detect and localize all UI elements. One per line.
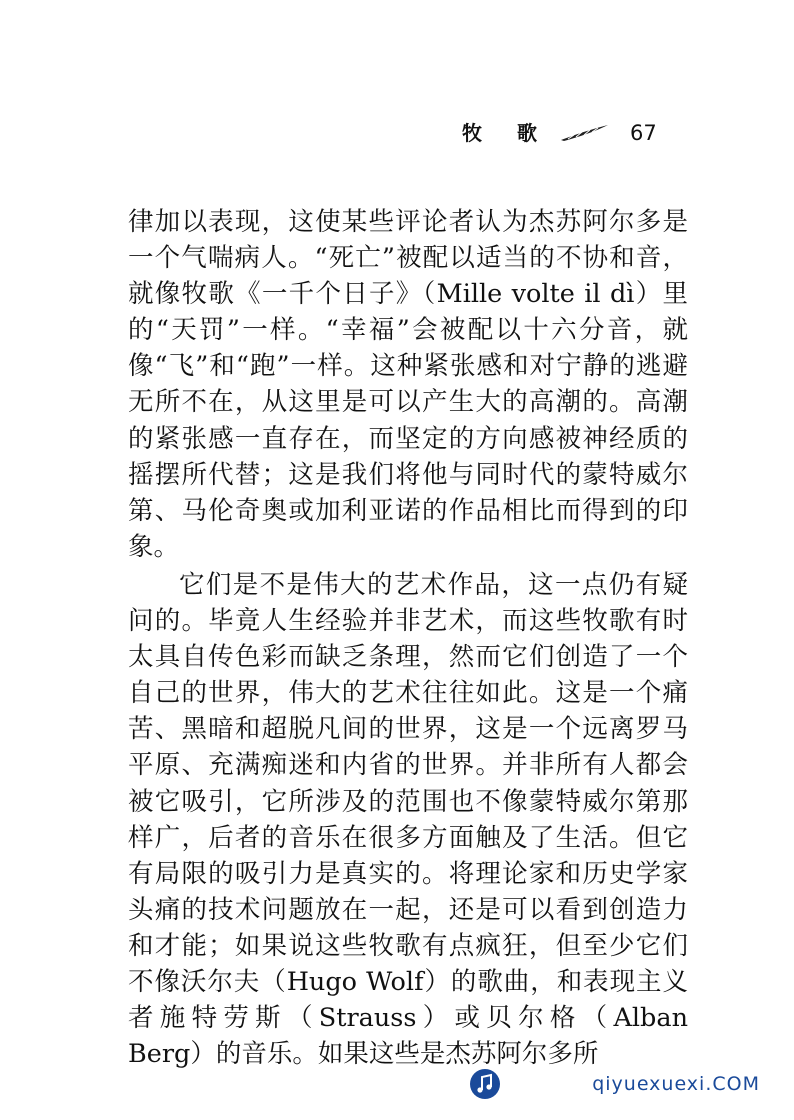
paragraph-continued: 律加以表现，这使某些评论者认为杰苏阿尔多是一个气喘病人。“死亡”被配以适当的不协和音，就像牧歌《一千个日子》（Mille volte il dì）里的“天罚”一样。“幸福”会被配以十六分音，就像“飞”和“跑”一样。这种紧张感和对宁静的逃避无所不在，从这里是可以产生大的高潮的。高潮的紧张感一直存在，而坚定的方向感被神经质的摇摆所代替；这是我们将他与同时代的蒙特威尔第、马伦奇奥或加利亚诺的作品相比而得到的印象。	[128, 207, 688, 562]
paragraph: 它们是不是伟大的艺术作品，这一点仍有疑问的。毕竟人生经验并非艺术，而这些牧歌有时太具自传色彩而缺乏条理，然而它们创造了一个自己的世界，伟大的艺术往往如此。这是一个痛苦、黑暗和超脱凡间的世界，这是一个远离罗马平原、充满痴迷和内省的世界。并非所有人都会被它吸引，它所涉及的范围也不像蒙特威尔第那样广，后者的音乐在很多方面触及了生活。但它有局限的吸引力是真实的。将理论家和历史学家头痛的技术问题放在一起，还是可以看到创造力和才能；如果说这些牧歌有点疯狂，但至少它们不像沃尔夫（Hugo Wolf）的歌曲，和表现主义者施特劳斯（Strauss）或贝尔格（Alban Berg）的音乐。如果这些是杰苏阿尔多所	[128, 569, 688, 1070]
page-number: 67	[630, 121, 657, 145]
running-title: 牧 歌	[462, 121, 551, 145]
body-text	[128, 204, 688, 1072]
running-header	[0, 118, 794, 148]
site-watermark: qiyuexuexi.COM	[592, 1073, 760, 1095]
quill-ornament-icon	[560, 122, 610, 144]
music-note-logo-icon	[469, 1068, 501, 1100]
